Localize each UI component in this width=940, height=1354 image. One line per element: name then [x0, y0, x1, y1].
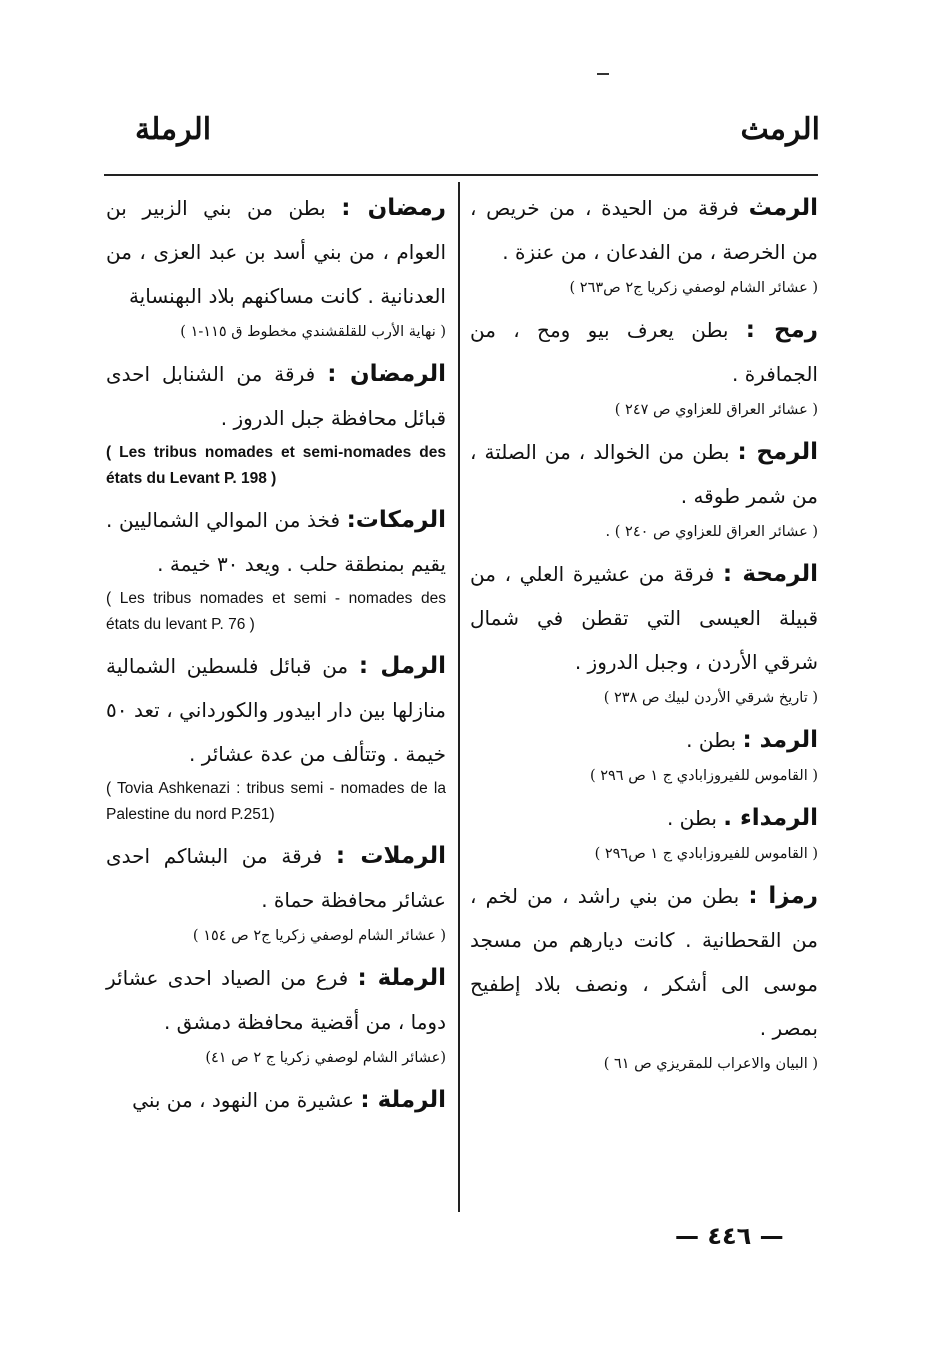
entry-head: رمزا :	[748, 883, 819, 909]
entry	[106, 1078, 446, 1122]
page-number: — ٤٤٦ —	[675, 1222, 784, 1250]
entry-body	[106, 956, 446, 1044]
entry-body	[106, 352, 446, 440]
entry-latin-source: ( Tovia Ashkenazi : tribus semi - nomades de la Palestine du nord P.251)	[106, 780, 446, 823]
entry-body	[470, 718, 818, 762]
top-mark	[597, 73, 609, 75]
entry-head: الرمح :	[737, 439, 818, 465]
entry-head: الرمكات:	[346, 507, 446, 533]
entry	[470, 552, 818, 712]
entry-text: عشيرة من النهود ، من بني	[132, 1088, 355, 1112]
entry-text: من قبائل فلسطين الشمالية منازلها بين دار ابيدور والكورداني ، تعد ٥٠ خيمة . وتتألف من عدة عشائر .	[106, 654, 446, 766]
entry-head: رمضان :	[341, 195, 447, 221]
entry	[106, 644, 446, 828]
entry	[470, 430, 818, 546]
entry-head: الرمضان :	[327, 361, 447, 387]
entry-head: الرمداء .	[723, 805, 818, 831]
entry	[106, 352, 446, 492]
entry-text: فرقة من البشاكم احدى عشائر محافظة حماة .	[106, 844, 446, 912]
header-rule	[104, 174, 818, 176]
entry-head: الرمد :	[742, 727, 818, 753]
entry-body	[470, 430, 818, 518]
entry-text: بطن من الخوالد ، من الصلتة ، من شمر طوقه .	[470, 440, 818, 508]
entry-head: الرمث	[748, 195, 818, 221]
entry-latin-source: ( Les tribus nomades et semi - nomades des états du levant P. 76 )	[106, 590, 446, 633]
entry-body	[106, 1078, 446, 1122]
entry-text: فرع من الصياد احدى عشائر دوما ، من أقضية محافظة دمشق .	[106, 966, 446, 1034]
entry-text: فرقة من عشيرة العلي ، من قبيلة العيسى التي تقطن في شمال شرقي الأردن ، وجبل الدروز .	[470, 562, 818, 674]
entry-body	[106, 644, 446, 776]
entry-text: بطن من بني راشد ، من لخم ، من القحطانية . كانت ديارهم من مسجد موسى الى أشكر ، ونصف بلاد إطفيح بمصر .	[470, 884, 818, 1040]
entry-head: الرملة :	[357, 965, 447, 991]
entry-head: الرملة :	[360, 1087, 446, 1113]
entry-body	[106, 186, 446, 318]
entry-body	[106, 498, 446, 586]
entry-source: ( نهاية الأرب للقلقشندي مخطوط ق ١١٥-١ )	[180, 324, 446, 340]
entry	[470, 718, 818, 790]
entry	[106, 956, 446, 1072]
entry-source: ( عشائر الشام لوصفي زكريا ج٢ ص ١٥٤ )	[192, 928, 446, 944]
entry	[106, 186, 446, 346]
entry-source: ( تاريخ شرقي الأردن لبيك ص ٢٣٨ )	[603, 690, 818, 706]
entry-text: فرقة من الحيدة ، من خريص ، من الخرصة ، من الفدعان ، من عنزة .	[470, 196, 818, 264]
entry	[106, 834, 446, 950]
entry-text: بطن من بني الزبير بن العوام ، من بني أسد بن عبد العزى ، من العدنانية . كانت مساكنهم بلاد البهنساية	[106, 196, 446, 308]
entry-text: بطن .	[686, 728, 737, 752]
entry-source: ( البيان والاعراب للمقريزي ص ٦١ )	[603, 1056, 818, 1072]
entry	[470, 186, 818, 302]
column-divider	[458, 182, 460, 1212]
left-column	[106, 186, 446, 1126]
entry-body	[470, 186, 818, 274]
entry	[470, 308, 818, 424]
entry-head: الرملات :	[335, 843, 446, 869]
entry	[106, 498, 446, 638]
entry-source: ( القاموس للفيروزابادي ج ١ ص٢٩٦ )	[594, 846, 818, 862]
entry-source: ( عشائر العراق للعزاوي ص ٢٤٠ ) .	[605, 524, 818, 540]
entry-source: (عشائر الشام لوصفي زكريا ج ٢ ص ٤١)	[205, 1050, 446, 1066]
entry-source: ( القاموس للفيروزابادي ج ١ ص ٢٩٦ )	[589, 768, 818, 784]
entry-source: ( عشائر العراق للعزاوي ص ٢٤٧ )	[614, 402, 818, 418]
entry-body	[106, 834, 446, 922]
entry	[470, 874, 818, 1078]
entry-source: ( عشائر الشام لوصفي زكريا ج٢ ص٢٦٣ )	[569, 280, 818, 296]
entry-body	[470, 308, 818, 396]
entry-body	[470, 796, 818, 840]
entry-head: الرمل :	[358, 653, 446, 679]
entry-text: بطن يعرف بيو ومح ، من الجمافرة .	[470, 318, 818, 386]
entry-body	[470, 874, 818, 1050]
entry-text: فرقة من الشنابل احدى قبائل محافظة جبل الدروز .	[106, 362, 446, 430]
entry	[470, 796, 818, 868]
entry-head: رمح :	[745, 317, 819, 343]
entry-text: بطن .	[666, 806, 717, 830]
right-column	[470, 186, 818, 1084]
entry-head: الرمحة :	[722, 561, 818, 587]
entry-latin-source: ( Les tribus nomades et semi-nomades des états du Levant P. 198 )	[106, 444, 446, 487]
running-head-right: الرمث	[740, 112, 820, 147]
running-head-left: الرملة	[135, 112, 212, 147]
entry-body	[470, 552, 818, 684]
entry-text: فخذ من الموالي الشماليين . يقيم بمنطقة حلب . ويعد ٣٠ خيمة .	[106, 508, 446, 576]
